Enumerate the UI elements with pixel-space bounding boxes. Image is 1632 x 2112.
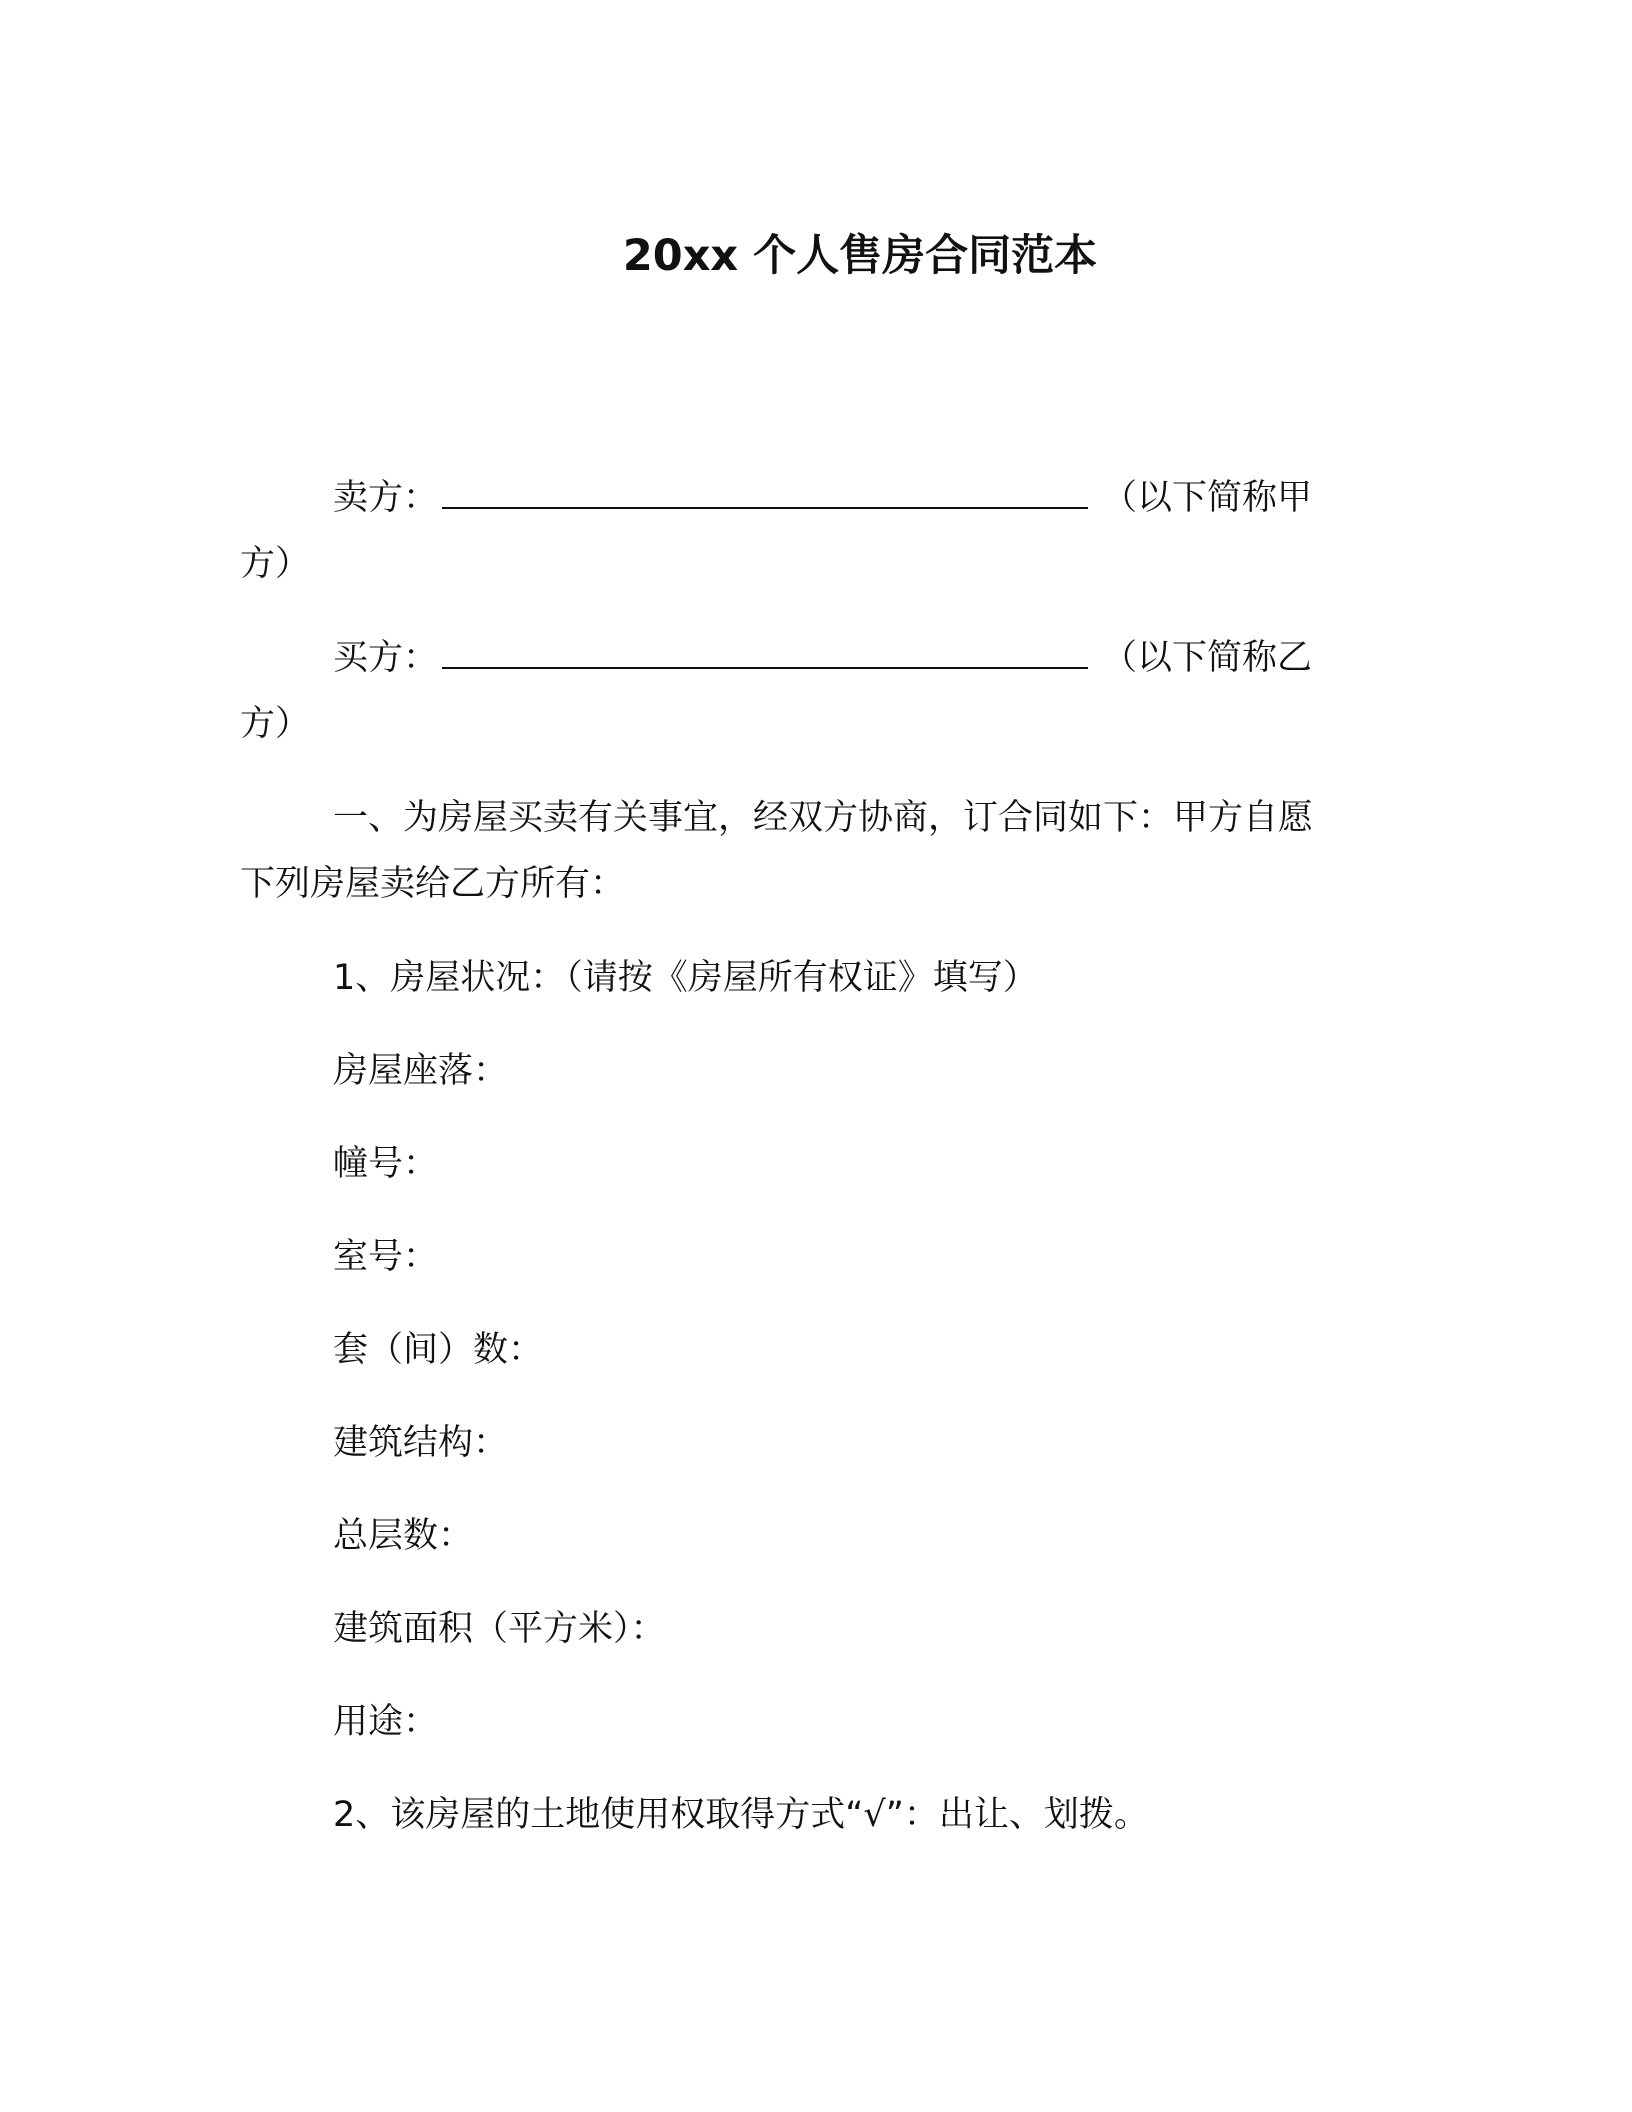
seller-suffix: （以下简称甲: [1102, 478, 1313, 518]
buyer-label: 买方：: [333, 638, 439, 678]
field-location: 房屋座落：: [333, 1051, 509, 1091]
field-structure: 建筑结构：: [333, 1423, 509, 1463]
buyer-suffix: （以下简称乙: [1102, 638, 1313, 678]
seller-blank: [442, 477, 1088, 509]
document-title: 20xx 个人售房合同范本: [622, 231, 1098, 281]
clause-1-line-2: 下列房屋卖给乙方所有：: [240, 864, 626, 904]
field-area: 建筑面积（平方米）：: [333, 1609, 666, 1649]
field-usage: 用途：: [333, 1702, 439, 1742]
buyer-line: [333, 634, 1312, 682]
seller-label: 卖方：: [333, 478, 439, 518]
item-2-land-use-right: 2、该房屋的土地使用权取得方式“√”：出让、划拨。: [333, 1795, 1149, 1835]
seller-line: [333, 474, 1312, 522]
field-building-no: 幢号：: [333, 1144, 439, 1184]
item-1-house-status: 1、房屋状况：（请按《房屋所有权证》填写）: [333, 958, 1038, 998]
field-room-no: 室号：: [333, 1237, 439, 1277]
buyer-line-cont: 方）: [240, 704, 311, 744]
clause-1-line-1: 一、为房屋买卖有关事宜，经双方协商，订合同如下：甲方自愿: [333, 798, 1314, 838]
buyer-blank: [442, 637, 1088, 669]
field-floors: 总层数：: [333, 1516, 474, 1556]
field-unit-count: 套（间）数：: [333, 1330, 544, 1370]
seller-line-cont: 方）: [240, 544, 311, 584]
